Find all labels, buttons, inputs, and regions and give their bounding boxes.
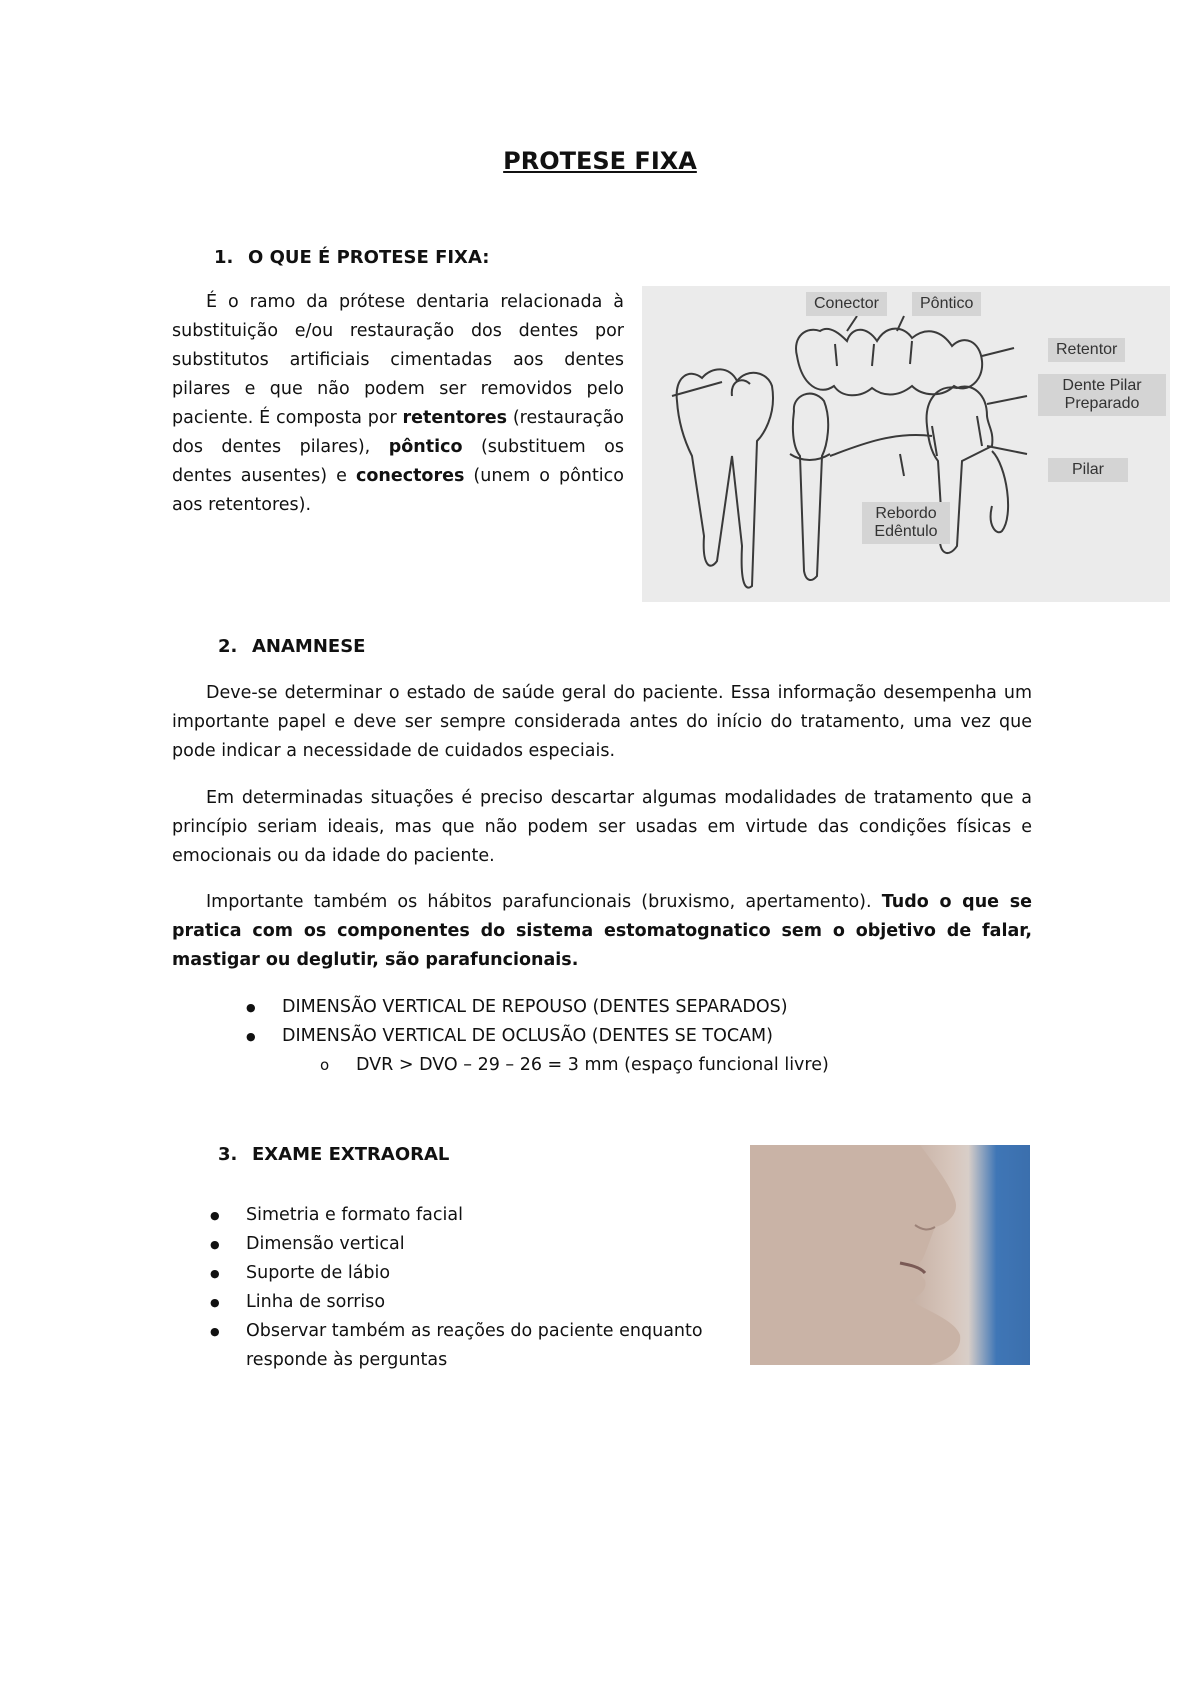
sub-list-item: o DVR > DVO – 29 – 26 = 3 mm (espaço funcional livre): [320, 1051, 1020, 1080]
section1-text-3: (substituem os dentes ausentes) e: [172, 437, 624, 486]
label-dente-pilar: [1038, 374, 1166, 416]
page-title: PROTESE FIXA: [503, 147, 697, 175]
term-conectores: conectores: [355, 466, 465, 486]
list-item: ● Suporte de lábio: [210, 1259, 740, 1288]
section2-paragraph-3: [172, 888, 1032, 975]
label-rebordo-edentulo: [862, 502, 950, 544]
term-retentores: retentores: [402, 408, 508, 428]
list-item: ● Linha de sorriso: [210, 1288, 740, 1317]
section2-bullet-list: [246, 993, 1026, 1051]
teeth-line-drawing: [642, 286, 1170, 602]
label-dente-pilar-line2: Preparado: [1064, 395, 1140, 412]
section2-heading: [218, 636, 365, 657]
list-item: ● DIMENSÃO VERTICAL DE OCLUSÃO (DENTES SE TOCAM): [246, 1022, 1026, 1051]
label-pilar: Pilar: [1048, 458, 1128, 482]
section1-paragraph: [172, 288, 624, 520]
section2-paragraph-1: Deve-se determinar o estado de saúde geral do paciente. Essa informação desempenha um importante papel e deve ser sempre considerada antes do início do tratamento, uma vez que pode indicar a necessidade de cuidados especiais.: [172, 683, 1032, 761]
list-item: ● Observar também as reações do paciente enquanto responde às perguntas: [210, 1317, 740, 1375]
list-item: ● Dimensão vertical: [210, 1230, 740, 1259]
list-item: ● Simetria e formato facial: [210, 1201, 740, 1230]
prosthesis-diagram: [642, 286, 1170, 602]
face-profile-shape: [750, 1145, 1030, 1365]
section2-number: 2.: [218, 636, 238, 657]
section1-heading: [214, 247, 489, 268]
section2-paragraph-3-text: Importante também os hábitos parafuncionais (bruxismo, apertamento).: [206, 892, 882, 912]
section1-text-2: (restauração dos dentes pilares),: [172, 408, 625, 457]
section3-heading: [218, 1144, 449, 1165]
label-dente-pilar-line1: Dente Pilar: [1062, 377, 1142, 394]
label-conector: Conector: [806, 292, 887, 316]
label-retentor: Retentor: [1048, 338, 1125, 362]
section3-title: EXAME EXTRAORAL: [252, 1144, 450, 1165]
section2-title: ANAMNESE: [252, 636, 366, 657]
section3-number: 3.: [218, 1144, 238, 1165]
section1-title: O QUE É PROTESE FIXA:: [248, 247, 490, 268]
section1-text-4: (unem o pôntico aos retentores).: [172, 466, 624, 515]
section2-sub-list: [320, 1051, 1020, 1080]
section1-text-1: É o ramo da prótese dentaria relacionada à substituição e/ou restauração dos dentes por substitutos artificiais cimentadas aos dentes pilares e que não podem ser removidos pelo paciente. É composta por: [172, 292, 624, 428]
term-pontico: pôntico: [388, 437, 463, 457]
section2-paragraph-3-emphasis: Tudo o que se pratica com os componentes do sistema estomatognatico sem o objetivo de falar, mastigar ou deglutir, são parafuncionais.: [172, 892, 1033, 970]
section2-paragraph-2: Em determinadas situações é preciso descartar algumas modalidades de tratamento que a princípio seriam ideais, mas que não podem ser usadas em virtude das condições físicas e emocionais ou da idade do paciente.: [172, 788, 1032, 866]
label-rebordo-line2: Edêntulo: [874, 523, 938, 540]
face-profile-photo: [750, 1145, 1030, 1365]
section3-bullet-list: [210, 1201, 740, 1375]
list-item: ● DIMENSÃO VERTICAL DE REPOUSO (DENTES SEPARADOS): [246, 993, 1026, 1022]
label-pontico: Pôntico: [912, 292, 981, 316]
label-rebordo-line1: Rebordo: [875, 505, 937, 522]
section1-number: 1.: [214, 247, 234, 268]
